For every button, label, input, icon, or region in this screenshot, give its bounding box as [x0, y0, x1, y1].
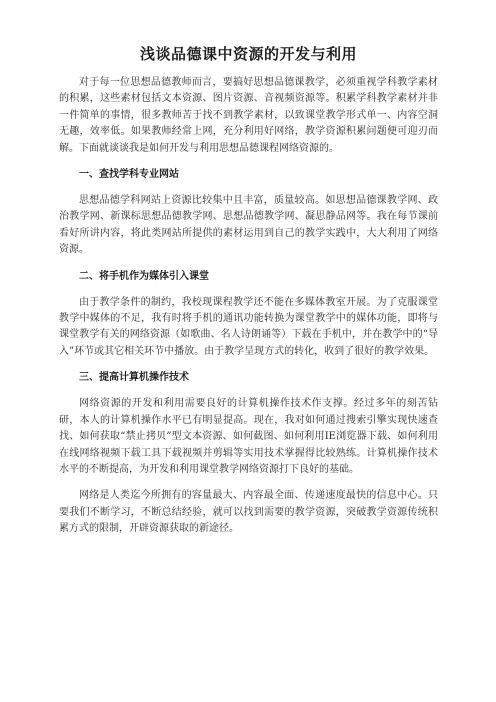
- section-1-paragraph: 思想品德学科网站上资源比较集中且丰富，质量较高。如思想品德课教学网、政治教学网、新课标思想品德教学网、思想品德教学网、凝思静品网等。我在每节课前看好所讲内容，将此类网站所提供的素材运用到自己的教学实践中，大大利用了网络资源。: [59, 195, 438, 256]
- section-2-paragraph: 由于教学条件的制约，我校现课程教学还不能在多媒体教室开展。为了克服课堂教学中媒体的不足，我有时将手机的通讯功能转换为课堂教学中的媒体功能，即将与课堂教学有关的网络资源（如歌曲、名人诗朗诵等）下载在手机中，并在教学中的“导入”环节或其它相关环节中播放。由于教学呈现方式的转化，收到了很好的教学效果。: [59, 296, 438, 357]
- section-3-paragraph-2: 网络是人类迄今所拥有的容量最大、内容最全面、传递速度最快的信息中心。只要我们不断学习，不断总结经验，就可以找到需要的教学资源，突破教学资源传统积累方式的限制，开辟资源获取的新途径。: [59, 490, 438, 535]
- section-3-paragraph-1: 网络资源的开发和利用需要良好的计算机操作技术作支撑。经过多年的刻苦钻研，本人的计算机操作水平已有明显提高。现在，我对如何通过搜索引擎实现快速查找、如何获取“禁止拷贝”型文本资源、如何截图、如何利用IE浏览器下载、如何利用在线网络视频下载工具下载视频并剪辑等实用技术掌握得比较熟练。计算机操作技术水平的不断提高，为开发和利用课堂教学网络资源打下良好的基础。: [59, 398, 438, 475]
- section-heading-1: 一、查找学科专业网站: [79, 169, 179, 181]
- intro-paragraph: 对于每一位思想品德教师而言，要搞好思想品德课教学，必须重视学科教学素材的积累，这些素材包括文本资源、图片资源、音视频资源等。积累学科教学素材并非一件简单的事情，很多教师苦于找不到教学素材，以致课堂教学形式单一、内容空洞无趣，效率低。如果教师经常上网，充分利用好网络，教学资源积累问题便可迎刃而解。下面就谈谈我是如何开发与利用思想品德课程网络资源的。: [59, 77, 438, 154]
- section-heading-3: 三、提高计算机操作技术: [79, 372, 189, 384]
- document-page: [59, 44, 438, 538]
- paragraph-spacer: [59, 478, 438, 488]
- section-heading-2: 二、将手机作为媒体引入课堂: [79, 270, 209, 282]
- document-title: 浅谈品德课中资源的开发与利用: [139, 45, 357, 63]
